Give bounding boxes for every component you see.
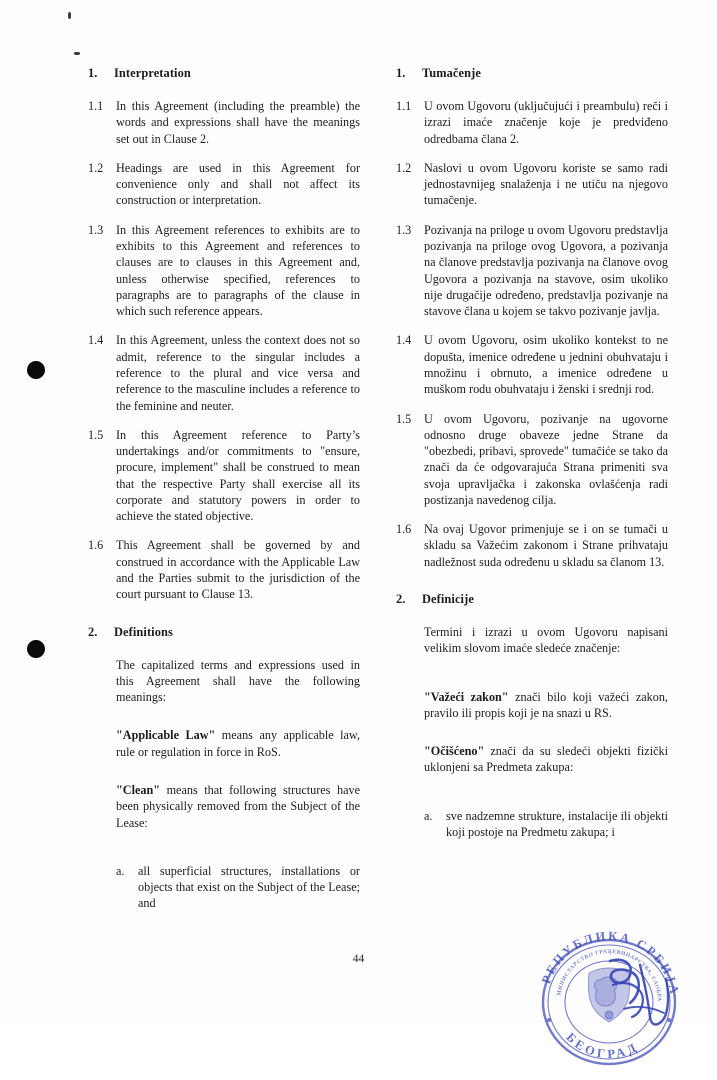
section-heading-definitions bbox=[88, 625, 360, 640]
clause-text: In this Agreement reference to Party’s undertakings and/or commitments to "ensure, procure, implement" shall be construed to mean that the respective Party shall exercise all its corporate and statutory powers in order to achieve the stated objective. bbox=[116, 427, 360, 524]
list-item-text: all superficial structures, installations or objects that exist on the Subject of the Lease; and bbox=[138, 863, 360, 911]
clause-number: 1.1 bbox=[88, 99, 104, 113]
spacer bbox=[88, 844, 360, 863]
section-heading-interpretation bbox=[88, 66, 360, 81]
section-number: 2. bbox=[396, 592, 406, 607]
column-serbian bbox=[396, 66, 668, 922]
definition-ociscenо bbox=[424, 743, 668, 776]
scan-speck-icon bbox=[68, 12, 71, 19]
section-title: Interpretation bbox=[114, 66, 191, 80]
list-marker: a. bbox=[424, 808, 433, 823]
clause-1-5 bbox=[396, 411, 668, 509]
spacer bbox=[396, 583, 668, 592]
clause-text: In this Agreement (including the preamble) the words and expressions shall have the meanings set out in Clause 2. bbox=[116, 99, 360, 146]
section-number: 2. bbox=[88, 624, 98, 639]
definition-term: "Očišćeno" bbox=[424, 744, 485, 759]
stamp-outer-top-text: РЕПУБЛИКА СРБИЈА bbox=[538, 928, 682, 998]
definition-clean bbox=[116, 782, 360, 831]
clause-number: 1.3 bbox=[396, 222, 412, 237]
definitions-intro: Termini i izrazi u ovom Ugovoru napisani velikim slovom imaće sledeće značenje: bbox=[424, 625, 668, 656]
list-item-text: sve nadzemne strukture, instalacije ili objekti koji postoje na Predmetu zakupa; i bbox=[446, 808, 668, 839]
clause-text: In this Agreement, unless the context does not so admit, reference to the singular includes a reference to the plural and vice versa and reference to the masculine includes a reference to the feminine and neuter. bbox=[116, 333, 360, 413]
svg-text:БЕОГРАД bbox=[564, 1030, 642, 1061]
clause-1-4 bbox=[88, 332, 360, 413]
definition-text: znači da su sledeći objekti fizički uklonjeni sa Predmeta zakupa: bbox=[424, 744, 668, 775]
section-title: Definitions bbox=[114, 624, 173, 639]
spacer bbox=[396, 670, 668, 689]
clause-number: 1.3 bbox=[88, 222, 104, 237]
clause-number: 1.2 bbox=[88, 160, 104, 175]
clause-1-1 bbox=[396, 98, 668, 147]
clause-text: Pozivanja na priloge u ovom Ugovoru predstavlja pozivanja na priloge ovog Ugovora, a pozivanja na članove predstavlja pozivanja na članove ovog Ugovora a pozivanja na stavove, osim ukoliko nije drugačije određeno, predstavlja pozivanje na stavove člana u kojem se takvo pozivanje javlja. bbox=[424, 222, 668, 319]
clause-number: 1.1 bbox=[396, 99, 412, 113]
bilingual-columns bbox=[88, 66, 668, 922]
clause-1-1 bbox=[88, 98, 360, 147]
clause-1-2 bbox=[396, 160, 668, 209]
stamp-outer-bottom-text: БЕОГРАД bbox=[563, 1030, 642, 1062]
section-heading-definicije bbox=[396, 592, 668, 607]
definition-text: means any applicable law, rule or regulation in force in RoS. bbox=[116, 728, 360, 759]
clause-text: U ovom Ugovoru, pozivanje na ugovorne odnosno druge obaveze jedne Strane da "obezbedi, pribavi, sprovede" tumačiće se tako da znači da će odgovarajuća Strana primeniti sva svoja upravljačka i zakonska ovlašćenja radi postizanja navedenog cilja. bbox=[424, 411, 668, 507]
definition-term: "Applicable Law" bbox=[116, 728, 216, 743]
clause-number: 1.4 bbox=[88, 333, 104, 348]
definitions-intro: The capitalized terms and expressions used in this Agreement shall have the following meanings: bbox=[116, 657, 360, 705]
clause-1-2 bbox=[88, 160, 360, 209]
definition-text: means that following structures have been physically removed from the Subject of the Lease: bbox=[116, 783, 360, 830]
binding-hole-icon bbox=[27, 640, 45, 658]
binding-hole-icon bbox=[27, 361, 45, 379]
clause-text: Headings are used in this Agreement for convenience only and shall not affect its construction or interpretation. bbox=[116, 160, 360, 208]
section-number: 1. bbox=[88, 66, 98, 80]
clause-1-6 bbox=[396, 521, 668, 570]
clause-number: 1.6 bbox=[88, 538, 104, 553]
clause-1-3 bbox=[88, 222, 360, 320]
section-title: Tumačenje bbox=[422, 66, 481, 80]
clause-text: U ovom Ugovoru (uključujući i preambulu) reči i izrazi imaće značenje koje je predviđeno odredbama člana 2. bbox=[424, 99, 668, 146]
definition-applicable-law bbox=[116, 727, 360, 760]
clause-number: 1.5 bbox=[396, 411, 412, 426]
clause-text: U ovom Ugovoru, osim ukoliko kontekst to ne dopušta, imenice određene u jednini obuhvataju i množinu i obrnuto, a imenice određene u muškom rodu obuhvataju i ženski i srednji rod. bbox=[424, 333, 668, 397]
scan-speck-icon bbox=[74, 52, 80, 55]
clause-text: Naslovi u ovom Ugovoru koriste se samo radi jednostavnijeg snalaženja i ne utiču na njegovo tumačenje. bbox=[424, 160, 668, 208]
spacer bbox=[88, 718, 360, 727]
clause-number: 1.4 bbox=[396, 333, 412, 348]
clause-number: 1.5 bbox=[88, 427, 104, 442]
definition-term: "Clean" bbox=[116, 783, 161, 797]
clause-text: In this Agreement references to exhibits are to exhibits to this Agreement and references to clauses are to clauses in this Agreement and, unless otherwise specified, references to paragraphs are to paragraphs of the clause in which such reference appears. bbox=[116, 222, 360, 319]
definition-term: "Važeći zakon" bbox=[424, 689, 509, 704]
list-item bbox=[424, 808, 668, 841]
handwritten-signature bbox=[600, 955, 690, 1035]
clause-number: 1.6 bbox=[396, 522, 412, 537]
section-number: 1. bbox=[396, 66, 406, 80]
spacer bbox=[396, 789, 668, 808]
list-marker: a. bbox=[116, 863, 125, 878]
clause-text: Na ovaj Ugovor primenjuje se i on se tumači u skladu sa Važećim zakonom i Strane prihvataju nadležnost suda određenu u skladu sa članom 13. bbox=[424, 522, 668, 569]
clause-1-3 bbox=[396, 222, 668, 320]
page-number: 44 bbox=[352, 952, 365, 965]
clause-text: This Agreement shall be governed by and construed in accordance with the Applicable Law and the Parties submit to the jurisdiction of the court pursuant to Clause 13. bbox=[116, 538, 360, 602]
official-stamp-seal bbox=[524, 916, 691, 1080]
spacer bbox=[88, 773, 360, 782]
spacer bbox=[88, 616, 360, 625]
stamp-inner-text: МИНИСТАРСТВО ГРАЂЕВИНАРСТВА, САОБРАЋАЈА И ИНФРАСТРУКТУРЕ bbox=[524, 916, 663, 1002]
definition-text: znači bilo koji važeći zakon, pravilo ili propis koji je na snazi u RS. bbox=[424, 689, 668, 720]
column-english bbox=[88, 66, 360, 922]
clause-number: 1.2 bbox=[396, 160, 412, 175]
section-title: Definicije bbox=[422, 592, 474, 607]
spacer bbox=[396, 734, 668, 743]
definition-vazeci-zakon bbox=[424, 689, 668, 722]
clause-1-6 bbox=[88, 537, 360, 602]
list-item bbox=[116, 863, 360, 912]
clause-1-5 bbox=[88, 427, 360, 525]
clause-1-4 bbox=[396, 332, 668, 397]
section-heading-tumacenje bbox=[396, 66, 668, 81]
